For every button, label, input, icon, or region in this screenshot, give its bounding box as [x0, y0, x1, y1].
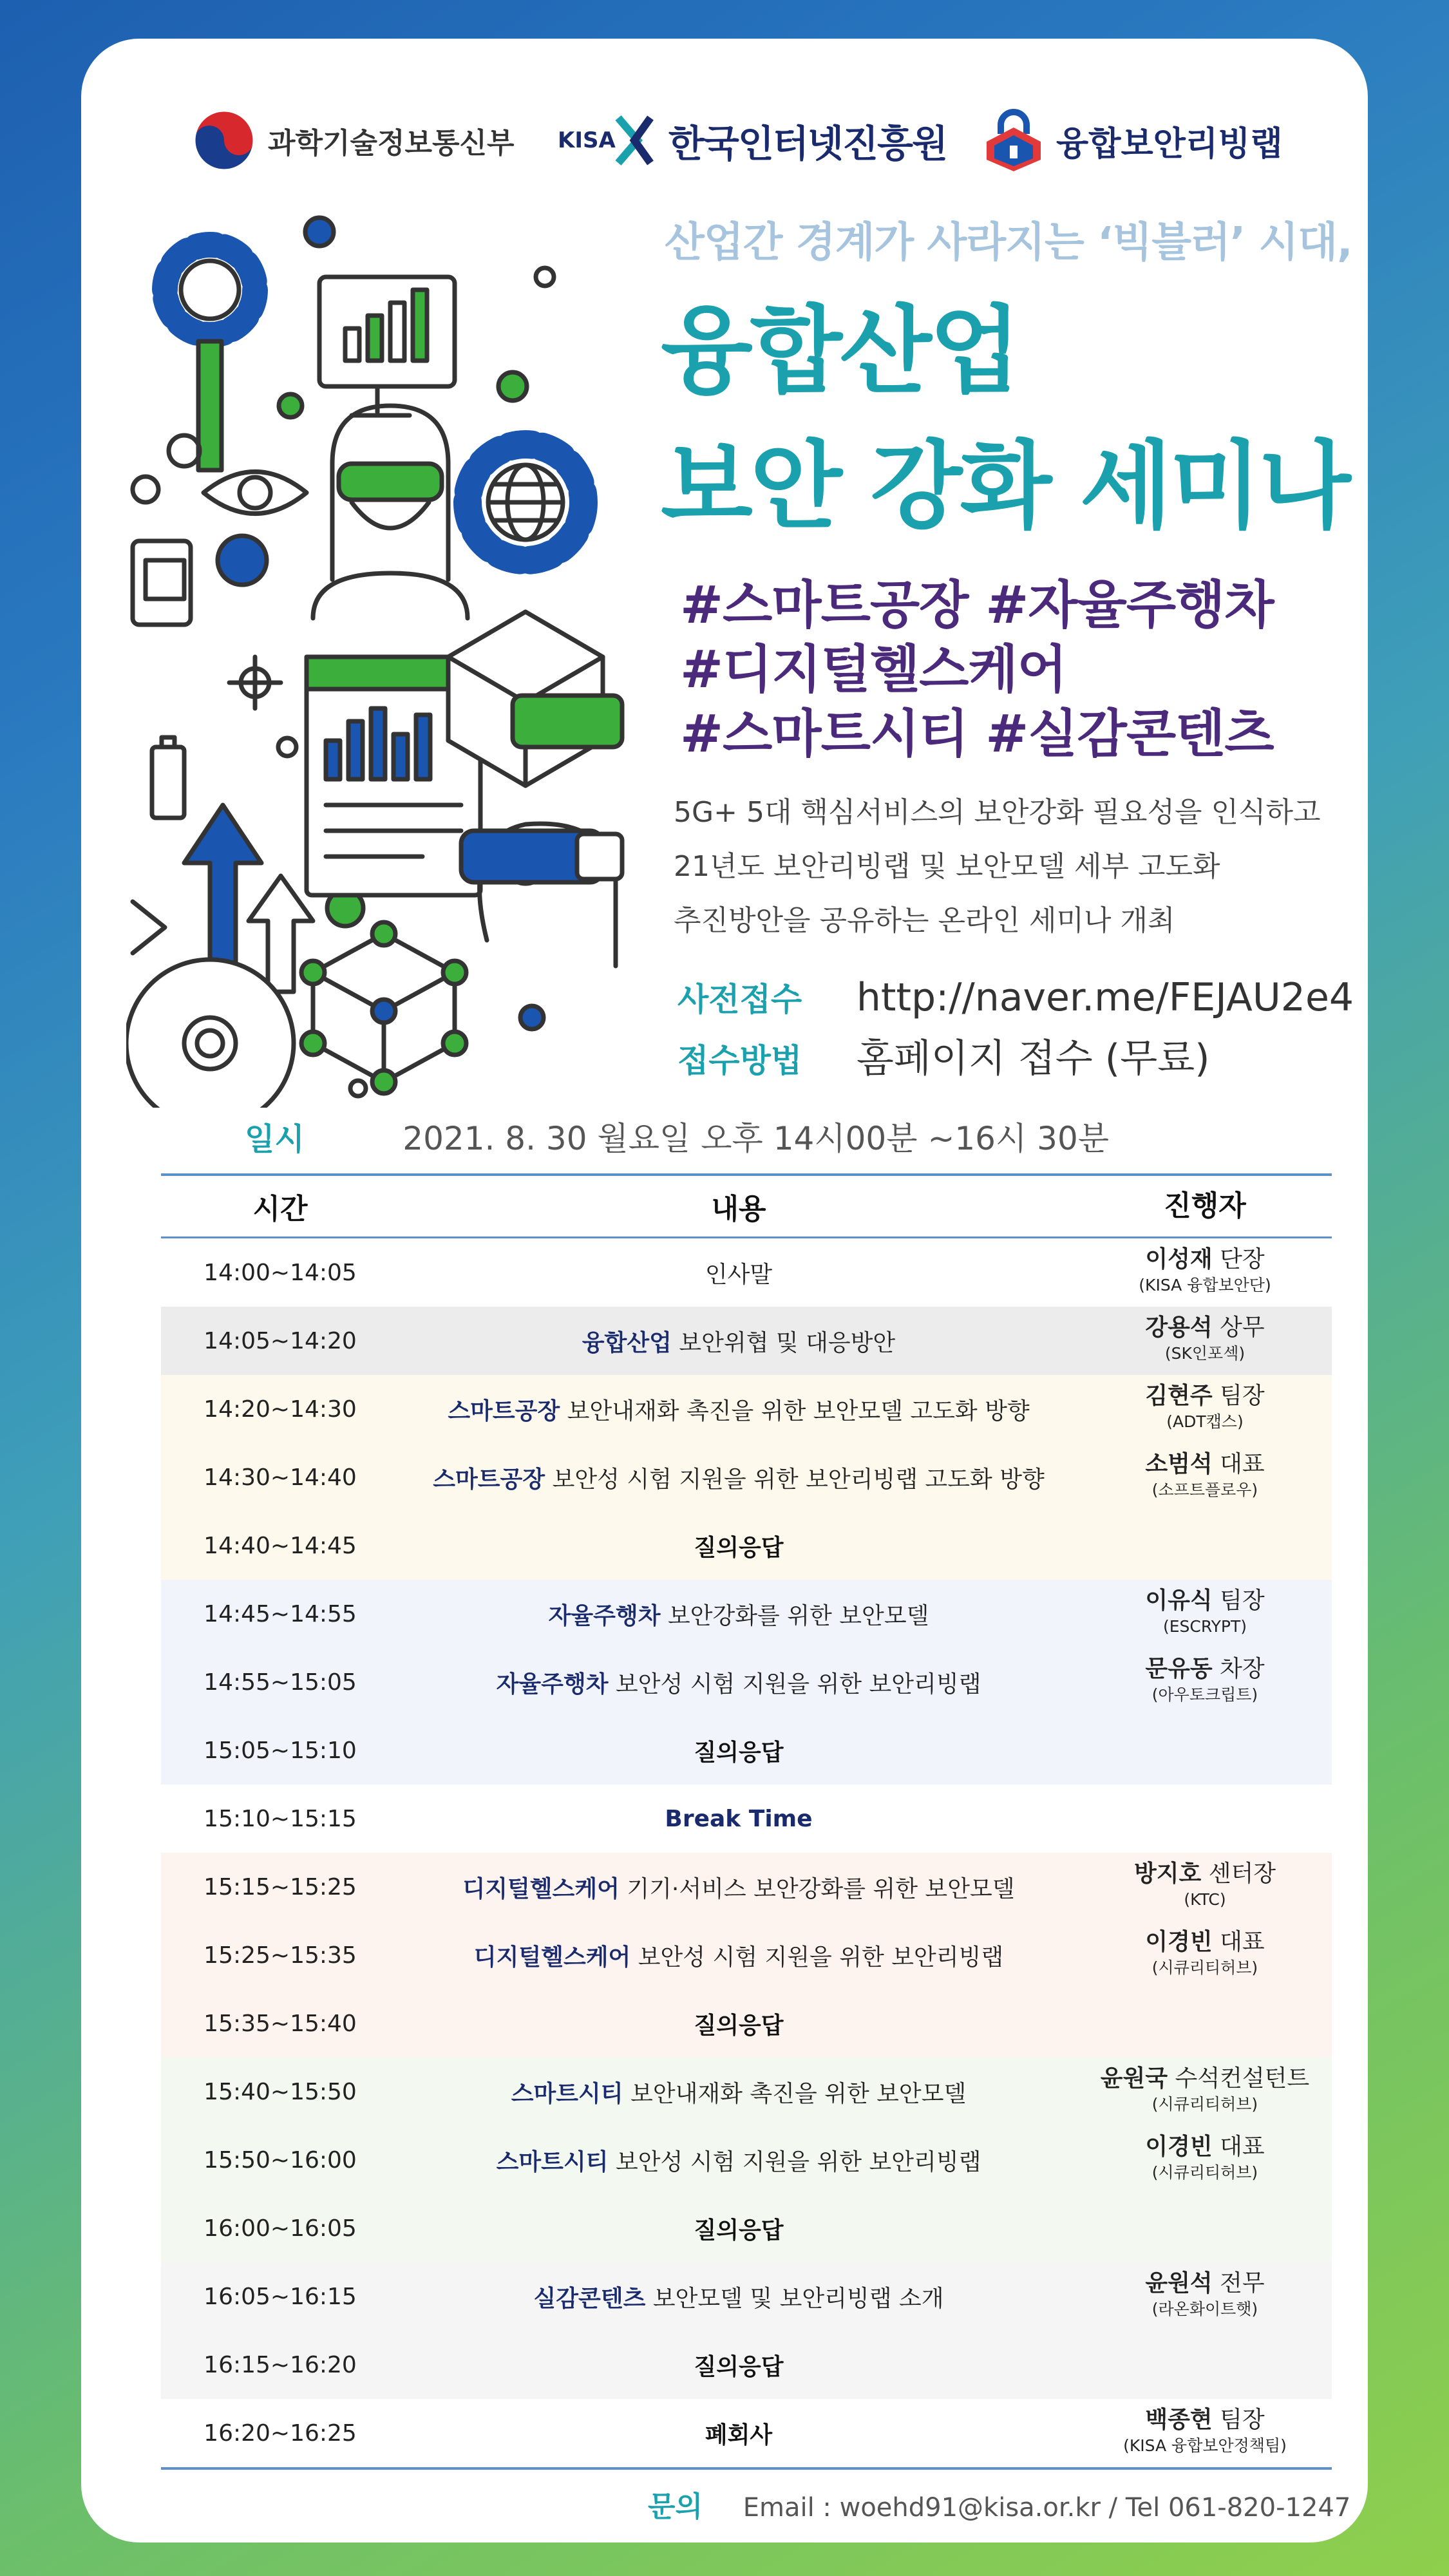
registration-method-row — [677, 1028, 1210, 1083]
row-speaker — [1078, 2066, 1332, 2117]
table-body — [161, 1238, 1332, 2467]
speaker-title: 차장 — [1212, 1656, 1265, 1682]
row-speaker — [1078, 1383, 1332, 1435]
row-content — [399, 2007, 1078, 2040]
row-text: 보안성 시험 지원을 위한 보안리빙랩 고도화 방향 — [545, 1466, 1045, 1493]
crosshair-icon — [229, 657, 281, 708]
vr-profile-icon — [461, 824, 622, 966]
row-speaker — [1078, 1656, 1332, 1708]
speaker-org: (아우토크립트) — [1151, 1685, 1258, 1704]
speaker-title: 센터장 — [1201, 1861, 1276, 1887]
lab-name: 융합보안리빙랩 — [1056, 124, 1283, 164]
row-speaker — [1078, 1247, 1332, 1298]
msit-name: 과학기술정보통신부 — [268, 127, 515, 160]
poster-card — [81, 39, 1368, 2543]
speaker-name: 방지호 — [1133, 1861, 1202, 1887]
row-content — [399, 2280, 1078, 2313]
row-text: 질의응답 — [694, 2217, 784, 2244]
row-content — [399, 2212, 1078, 2245]
speaker-org: (ESCRYPT) — [1162, 1617, 1247, 1636]
header-speaker: 진행자 — [1164, 1189, 1246, 1222]
row-content — [399, 1530, 1078, 1562]
row-text: Break Time — [665, 1805, 813, 1832]
row-keyword: 스마트공장 — [448, 1397, 560, 1425]
row-text: 보안성 시험 지원을 위한 보안리빙랩 — [608, 2148, 981, 2175]
table-row — [161, 2399, 1332, 2467]
lock-icon — [983, 108, 1045, 173]
row-time: 15:50~16:00 — [204, 2146, 357, 2174]
monitor-chart-icon — [319, 277, 455, 415]
kisa-abbr: KISA — [558, 128, 616, 153]
table-row — [161, 1785, 1332, 1853]
title-line-1: 융합산업 — [661, 296, 1019, 406]
table-row — [161, 1238, 1332, 1307]
row-content — [399, 1734, 1078, 1767]
registration-method-value: 홈페이지 접수 (무료) — [856, 1036, 1210, 1081]
row-keyword: 실감콘텐츠 — [533, 2285, 646, 2312]
contact-value: Email : woehd91@kisa.or.kr / Tel 061-820-1247 — [743, 2493, 1351, 2523]
row-time: 15:40~15:50 — [204, 2078, 357, 2105]
row-time: 14:30~14:40 — [204, 1464, 357, 1491]
table-row — [161, 2058, 1332, 2126]
hashtag-line: #스마트시티 #실감콘텐츠 — [680, 704, 1274, 764]
row-keyword: 융합산업 — [582, 1329, 672, 1356]
row-speaker — [1078, 1929, 1332, 1981]
row-content — [399, 2417, 1078, 2450]
row-speaker — [1078, 1588, 1332, 1640]
row-content — [399, 1598, 1078, 1631]
row-content — [399, 1939, 1078, 1972]
speaker-org: (KTC) — [1184, 1890, 1226, 1909]
speaker-name: 김현주 — [1145, 1383, 1213, 1409]
row-time: 15:25~15:35 — [204, 1942, 357, 1969]
speaker-org: (SK인포섹) — [1164, 1344, 1245, 1363]
row-speaker — [1078, 1861, 1332, 1913]
table-row — [161, 2194, 1332, 2262]
row-content — [399, 1461, 1078, 1494]
speaker-org: (시큐리티허브) — [1151, 2095, 1258, 2114]
table-row — [161, 1443, 1332, 1511]
date-value: 2021. 8. 30 월요일 오후 14시00분 ~16시 30분 — [402, 1120, 1110, 1157]
table-row — [161, 1853, 1332, 1921]
row-content — [399, 1666, 1078, 1699]
date-row — [245, 1113, 1109, 1159]
row-content — [399, 1871, 1078, 1904]
speaker-title: 팀장 — [1212, 1587, 1265, 1614]
speaker-name: 문유동 — [1145, 1656, 1213, 1682]
row-speaker — [1078, 2271, 1332, 2322]
schedule-table — [161, 1173, 1332, 2470]
speaker-title: 전무 — [1212, 2270, 1265, 2297]
row-time: 16:15~16:20 — [204, 2351, 357, 2378]
row-text: 기기·서비스 보안강화를 위한 보안모델 — [619, 1875, 1015, 1902]
speaker-title: 단장 — [1212, 1246, 1265, 1273]
row-content — [399, 2144, 1078, 2177]
row-keyword: 자율주행차 — [548, 1602, 661, 1629]
table-row — [161, 1511, 1332, 1580]
speaker-title: 팀장 — [1212, 2407, 1265, 2433]
row-text: 인사말 — [705, 1261, 773, 1288]
globe-gear-icon — [468, 444, 583, 560]
row-content — [399, 2349, 1078, 2382]
battery-icon — [152, 737, 184, 818]
row-content — [399, 1393, 1078, 1426]
row-time: 16:00~16:05 — [204, 2215, 357, 2242]
row-time: 14:45~14:55 — [204, 1600, 357, 1627]
row-speaker — [1078, 1452, 1332, 1503]
contact-info — [648, 2483, 1350, 2524]
kisa-arrow-icon — [612, 111, 657, 169]
disc-icon — [126, 960, 294, 1108]
row-keyword: 디지털헬스케어 — [462, 1875, 620, 1902]
row-text: 보안모델 및 보안리빙랩 소개 — [645, 2285, 944, 2312]
row-time: 14:05~14:20 — [204, 1327, 357, 1354]
row-time: 15:15~15:25 — [204, 1873, 357, 1900]
tech-illustration — [126, 193, 629, 1108]
speaker-org: (시큐리티허브) — [1151, 1958, 1258, 1977]
table-row — [161, 1989, 1332, 2058]
logo-bar — [81, 89, 1368, 192]
hashtag-line: #스마트공장 #자율주행차 — [680, 575, 1274, 635]
row-time: 15:05~15:10 — [204, 1737, 357, 1764]
table-row — [161, 1375, 1332, 1443]
speaker-org: (소프트플로우) — [1151, 1481, 1258, 1499]
row-keyword: 스마트시티 — [496, 2148, 609, 2175]
row-time: 14:00~14:05 — [204, 1259, 357, 1286]
row-keyword: 스마트공장 — [433, 1466, 545, 1493]
registration-link[interactable]: http://naver.me/FEJAU2e4 — [856, 975, 1354, 1020]
table-row — [161, 1921, 1332, 1989]
speaker-name: 강용석 — [1145, 1314, 1213, 1341]
contact-label: 문의 — [648, 2490, 703, 2523]
speaker-name: 이성재 — [1145, 1246, 1213, 1273]
row-time: 14:40~14:45 — [204, 1532, 357, 1559]
eye-icon — [204, 472, 307, 514]
hashtag-line: #디지털헬스케어 — [680, 639, 1066, 699]
date-label: 일시 — [245, 1121, 305, 1157]
speaker-name: 이유식 — [1145, 1587, 1213, 1614]
msit-logo — [192, 89, 515, 192]
table-row — [161, 2262, 1332, 2331]
speaker-org: (KISA 융합보안정책팀) — [1123, 2436, 1287, 2455]
description — [674, 786, 1320, 948]
taegeuk-icon — [192, 108, 256, 173]
row-time: 14:55~15:05 — [204, 1669, 357, 1696]
hashtag-block — [680, 573, 1274, 766]
table-row — [161, 1716, 1332, 1785]
speaker-name: 소범석 — [1145, 1451, 1213, 1477]
registration-method-label: 접수방법 — [677, 1042, 802, 1079]
speaker-org: (ADT캡스) — [1166, 1412, 1244, 1431]
row-text: 보안위협 및 대응방안 — [671, 1329, 896, 1356]
header-content: 내용 — [711, 1193, 766, 1226]
row-text: 폐회사 — [705, 2421, 773, 2448]
row-text: 질의응답 — [694, 2012, 784, 2039]
speaker-org: (라온화이트햇) — [1151, 2300, 1258, 2318]
speaker-name: 백종현 — [1145, 2407, 1213, 2433]
title-line-2: 보안 강화 세미나 — [661, 431, 1349, 542]
row-text: 질의응답 — [694, 1739, 784, 1766]
row-time: 14:20~14:30 — [204, 1396, 357, 1423]
row-speaker — [1078, 2134, 1332, 2186]
description-line: 5G+ 5대 핵심서비스의 보안강화 필요성을 인식하고 — [674, 796, 1321, 829]
row-text: 보안성 시험 지원을 위한 보안리빙랩 — [630, 1944, 1004, 1971]
speaker-title: 수석컨설턴트 — [1168, 2065, 1310, 2092]
row-text: 질의응답 — [694, 1534, 784, 1561]
row-time: 15:10~15:15 — [204, 1805, 357, 1832]
speaker-name: 윤원석 — [1145, 2270, 1213, 2297]
header-time: 시간 — [252, 1193, 308, 1226]
row-content — [399, 1325, 1078, 1358]
seminar-title — [661, 283, 1349, 554]
vr-person-icon — [313, 406, 468, 618]
pre-registration-label: 사전접수 — [677, 981, 802, 1018]
speaker-org: (KISA 융합보안단) — [1139, 1276, 1271, 1294]
table-row — [161, 2331, 1332, 2399]
speaker-title: 대표 — [1212, 1929, 1265, 1955]
row-content — [399, 2076, 1078, 2108]
kisa-logo — [558, 89, 947, 192]
speaker-org: (시큐리티허브) — [1151, 2163, 1258, 2182]
row-text: 보안내재화 촉진을 위한 보안모델 — [623, 2080, 967, 2107]
description-line: 추진방안을 공유하는 온라인 세미나 개최 — [674, 904, 1175, 937]
speaker-title: 대표 — [1212, 1451, 1265, 1477]
vr-headset-icon — [133, 541, 191, 625]
speaker-title: 상무 — [1212, 1314, 1265, 1341]
row-content — [399, 1256, 1078, 1289]
speaker-name: 이경빈 — [1145, 2134, 1213, 2160]
row-time: 16:05~16:15 — [204, 2283, 357, 2310]
speaker-name: 이경빈 — [1145, 1929, 1213, 1955]
table-header — [161, 1176, 1332, 1238]
up-arrow-icon — [184, 805, 261, 979]
row-speaker — [1078, 2407, 1332, 2459]
row-keyword: 스마트시티 — [511, 2080, 623, 2107]
speaker-title: 대표 — [1212, 2134, 1265, 2160]
gear-icon — [165, 245, 255, 335]
lab-logo — [983, 89, 1283, 192]
row-text: 보안성 시험 지원을 위한 보안리빙랩 — [608, 1671, 981, 1698]
table-row — [161, 1648, 1332, 1716]
row-content — [399, 1806, 1078, 1832]
speaker-name: 윤원국 — [1100, 2065, 1168, 2092]
row-time: 16:20~16:25 — [204, 2420, 357, 2447]
table-row — [161, 1580, 1332, 1648]
row-text: 질의응답 — [694, 2353, 784, 2380]
subtitle: 산업간 경계가 사라지는 ‘빅블러’ 시대, — [665, 219, 1352, 267]
speaker-title: 팀장 — [1212, 1383, 1265, 1409]
pre-registration-row — [677, 974, 1354, 1020]
row-time: 15:35~15:40 — [204, 2010, 357, 2037]
description-line: 21년도 보안리빙랩 및 보안모델 세부 고도화 — [674, 850, 1220, 883]
row-text: 보안강화를 위한 보안모델 — [660, 1602, 929, 1629]
table-row — [161, 2126, 1332, 2194]
table-row — [161, 1307, 1332, 1375]
row-keyword: 디지털헬스케어 — [473, 1944, 631, 1971]
kisa-name: 한국인터넷진흥원 — [668, 122, 947, 166]
row-text: 보안내재화 촉진을 위한 보안모델 고도화 방향 — [560, 1397, 1030, 1425]
row-speaker — [1078, 1315, 1332, 1367]
row-keyword: 자율주행차 — [496, 1671, 609, 1698]
network-cube-icon — [301, 922, 466, 1094]
